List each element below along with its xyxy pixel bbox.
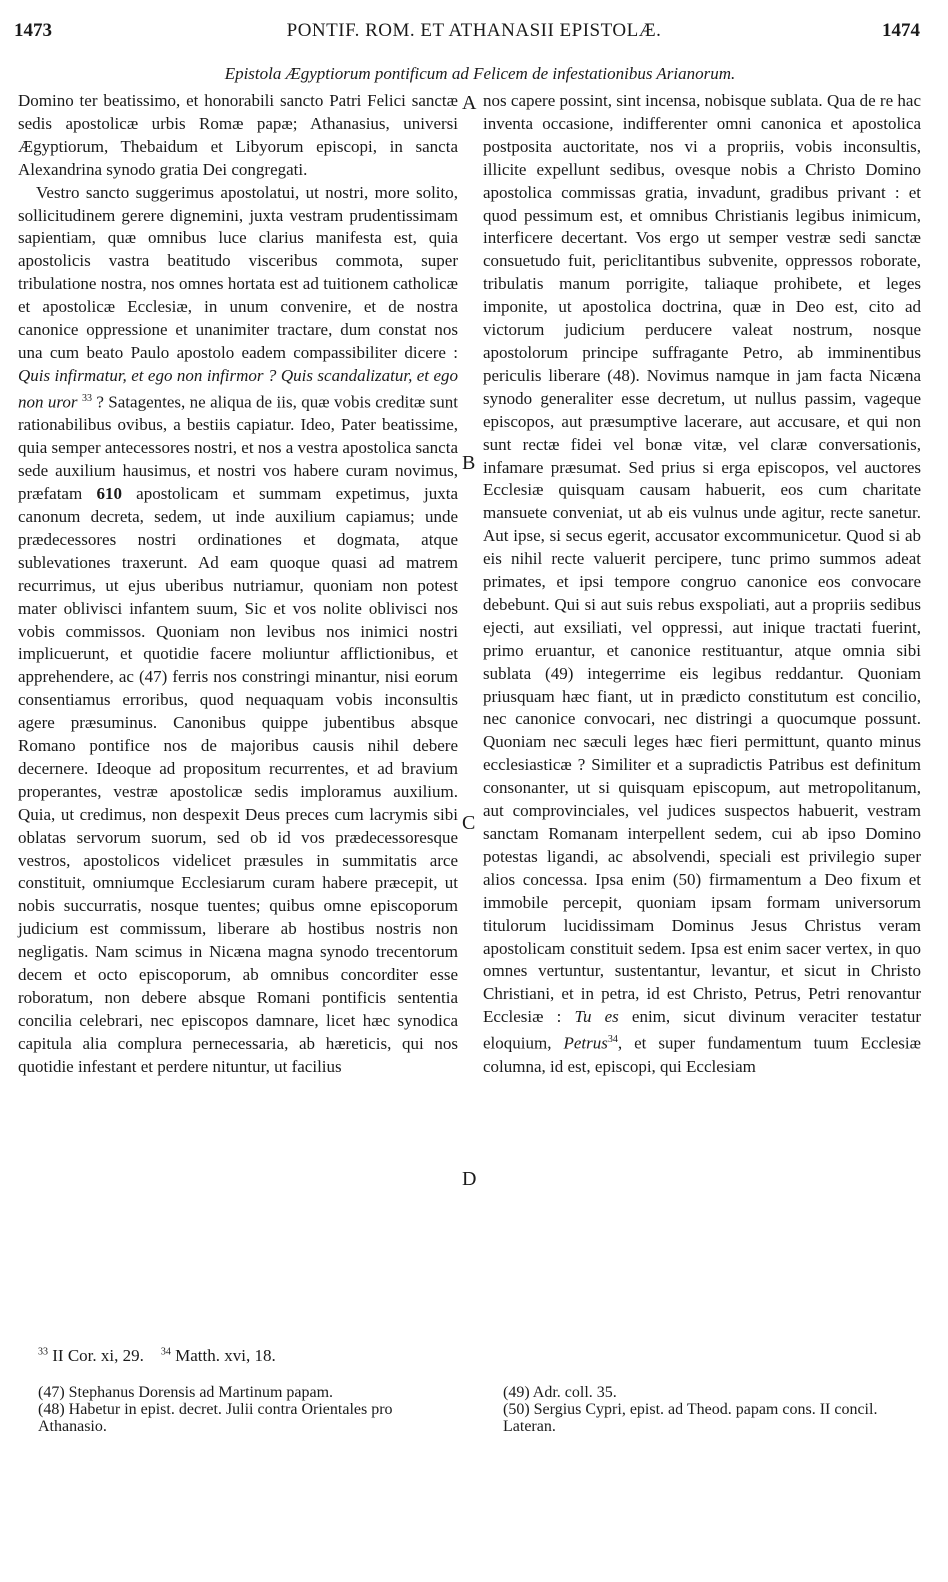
scripture-quote: Petrus (563, 1033, 608, 1053)
page-number-left: 1473 (14, 20, 52, 41)
margin-letter-a: A (462, 92, 477, 114)
margin-letter-b: B (462, 452, 476, 474)
body-paragraph (483, 90, 921, 1079)
scripture-footnotes (38, 1346, 276, 1366)
body-text: nos capere possint, sint incensa, nobisque sublata. Qua de re hac inventa occasione, indifferenter omni canonica et apostolica postposita auctoritate, nos vi a propriis, vobis inconsultis, illicite expellunt sedibus, ovesque nobis a Christo Domino apostolica commissas gratia, invadunt, gradibus privant : et quod pessimum est, et omnibus Christianis legibus inimicum, interficere decertant. Vos ergo ut semper vestræ sedi sanctæ consuetudo fuit, periclitantibus subvenite, oppressos roborate, tribulatis manum porrigite, taliaque prohibete, et leges imponite, ut apostolica doctrina, quæ in Deo est, cito ad victorum judicium perducere valeat nostrum, nosque apostolorum principe suffragante Petro, ab imminentibus periculis liberare (48). Novimus namque in jam facta Nicæna synodo generaliter esse decretum, ut nullus passim, vageque episcopos, aut præsumptive lacerare, aut accusare, et qui non sunt rectæ fidei vel bonæ vitæ, vel claræ conversationis, infamare præsumat. Sed prius si erga episcopos, vel auctores Ecclesiæ quisquam causam habuerit, eos cum charitate mansuete conveniat, ut ab eis vulnus unde agitur, recte sanetur. Aut ipse, si secus egerit, accusator excommunicetur. Quod si ab eis nihil recte valuerit percipere, tunc primo summos adeat primates, et ipsi tempore congruo canonice eos convocare debebunt. Qui si aut suis rebus exspoliati, aut a propriis sedibus ejecti, aut exsiliati, vel oppressi, aut inique tractati fuerint, primo eruantur, et canonice restituantur, atque omnia sibi sublata (49) integerrime eis legibus reddantur. Quoniam priusquam hæc fiant, ut in prædicto constitutum est concilio, nec canonice convocari, nec distringi a quocumque possunt. Quoniam nec sæculi leges hæc fieri permittunt, quanto minus ecclesiasticæ ? Similiter et a supradictis Patribus est definitum consonanter, ut si quisquam episcopum, aut metropolitanum, aut comprovinciales, vel judices suspectos habuerit, vestram sanctam Romanam interpellent sedem, cui ab ipso Domino potestas ligandi, ac absolvendi, speciali est privilegio super alios concessa. Ipsa enim (50) firmamentum a Deo fixum et immobile percepit, quoniam ipsam formam universorum titulorum lucidissimam Dominus Jesus Christus veram apostolicam constituit sedem. Ipsa est enim sacer vertex, in quo omnes vertuntur, sustentantur, levantur, et sicut in Christo Christiani, et in petra, id est Christo, Petrus, Petri renovantur Ecclesiæ : (483, 91, 921, 1027)
running-title: PONTIF. ROM. ET ATHANASII EPISTOLÆ. (286, 20, 662, 41)
body-paragraph (18, 182, 458, 1079)
margin-letter-c: C (462, 812, 476, 834)
footnote-number: 33 (38, 1346, 48, 1358)
footnote-number: 34 (160, 1346, 171, 1358)
reference-note: (49) Adr. coll. 35. (503, 1384, 617, 1401)
reference-note: (48) Habetur in epist. decret. Julii contra Orientales pro Athanasio. (38, 1401, 393, 1435)
body-text: Vestro sancto suggerimus apostolatui, ut nostri, more solito, sollicitudinem gerere dignemini, juxta vestram prudentissimam sapientiam, quæ omnibus luce clarius manifesta est, quia apostolicis vastra beatitudo visceribus commota, super tribulatione nostra, nos omnes hortata est ad tuitionem catholicæ et apostolicæ Ecclesiæ, in unum convenire, et de nostra canonice oppressione et unanimiter tractare, dum constat nos una cum beato Paulo apostolo eadem compassibiliter dicere : (18, 182, 458, 362)
body-text: apostolicam et summam expetimus, juxta canonum decreta, sedem, ut inde auxilium capiamus; unde prædecessores nostri ordinationes et dogmata, atque sublevationes traxerunt. Ad eam quoque quasi ad matrem recurrimus, ut ejus uberibus nutriamur, quoniam non potest mater oblivisci infantem suum, Sic et vos nolite oblivisci nos vobis commissos. Quoniam non levibus nos inimici nostri implicuerunt, et quotidie facere moliuntur afflictionibus, et apprehendere, ac (47) ferris nos constringi minantur, nisi eorum consentiamus erroribus, quod nequaquam vobis inconsultis agere præsuminus. Canonibus quippe jubentibus absque Romano pontifice nos de majoribus causis nihil debere decernere. Ideoque ad propositum recurrentes, et ad bravium properantes, vestræ apostolicæ sedis imploramus auxilium. Quia, ut credimus, non despexit Deus preces cum lacrymis sibi oblatas servorum suorum, sed ob id vos prædecessoresque vestros, apostolicos videlicet præsules in summitatis arce constituit, omniumque Ecclesiarum curam habere præcepit, ut nobis succurratis, nosque tuentes; quibus omne episcoporum judicium est commissum, liberare ab hostibus nostris non negligatis. Nam scimus in Nicæna magna synodo trecentorum decem et octo episcoporum, ab omnibus concorditer esse roboratum, non debere absque Romani pontificis sententia concilia celebrari, nec episcopos damnare, licet hæc synodica capitula alia complura pernecessaria, ab hæreticis, qui nos quotidie infestant et perdere nituntur, ut facilius (18, 484, 458, 1076)
epistle-title: Epistola Ægyptiorum pontificum ad Felicem de infestationibus Arianorum. (224, 64, 736, 83)
margin-letter-d: D (462, 1168, 477, 1190)
reference-note: (50) Sergius Cypri, epist. ad Theod. papam cons. II concil. Lateran. (503, 1401, 878, 1435)
page-number-right: 1474 (882, 20, 920, 41)
footnote-marker: 34 (607, 1034, 618, 1046)
footnote-text: Matth. xvi, 18. (175, 1346, 276, 1365)
reference-note: (47) Stephanus Dorensis ad Martinum papam. (38, 1384, 334, 1401)
scripture-quote: Quis infirmatur, et ego non infirmor ? Quis scandalizatur, et ego non uror (18, 365, 458, 412)
right-column (483, 90, 921, 1079)
column-marker: 610 (96, 484, 122, 504)
scripture-quote: Tu es (574, 1007, 619, 1027)
body-text: enim, sicut divinum veraciter testatur eloquium, (483, 1007, 921, 1053)
salutation-paragraph: Domino ter beatissimo, et honorabili sancto Patri Felici sanctæ sedis apostolicæ urbis Romæ papæ; Athanasius, universi Ægyptiorum, Thebaidum et Libyorum episcopi, in sancta Alexandrina synodo gratia Dei congregati. (18, 91, 458, 179)
footnote-marker: 33 (81, 392, 92, 404)
references-left (38, 1384, 458, 1435)
references-right (503, 1384, 923, 1435)
footnote-text: II Cor. xi, 29. (52, 1346, 144, 1365)
body-text: , et super fundamentum tuum Ecclesiæ columna, id est, episcopi, qui Ecclesiam (483, 1033, 921, 1076)
left-column (18, 90, 458, 1079)
page-header (0, 20, 948, 50)
body-text: ? Satagentes, ne aliqua de iis, quæ vobis creditæ sunt rationabilibus ovibus, a bestiis capiatur. Ideo, Pater beatissime, quia semper antecessores nostri, et nos a vestra apostolica sancta sede auxilium hausimus, et nostri vos habere curam novimus, præfatam (18, 392, 459, 504)
